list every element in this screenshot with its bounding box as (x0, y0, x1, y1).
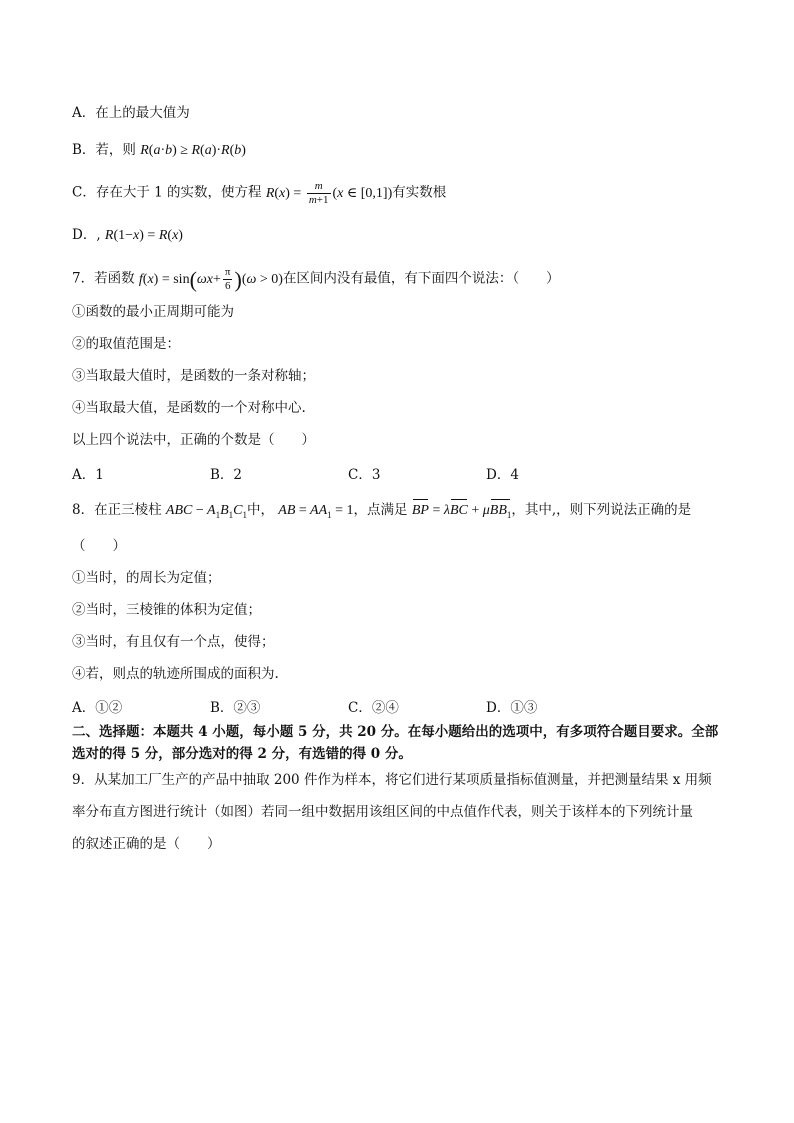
q6-option-c-text: C．存在大于 1 的实数，使方程 (72, 184, 262, 201)
q8-edge-formula: AB = $AA_1 = 1$ (278, 503, 354, 520)
q7-stem-pre: 7．若函数 (72, 270, 135, 287)
q8-stem-mid: 中， (246, 502, 274, 518)
q8-vector-formula: BP = λBC + μBB$_1$ (412, 503, 512, 518)
q8-item-4: ④若，则点的轨迹所围成的面积为. (72, 666, 279, 682)
q6-option-d (72, 225, 183, 246)
q7-question: 以上四个说法中，正确的个数是（ ） (72, 432, 315, 448)
q7-item-2: ②的取值范围是： (72, 336, 180, 352)
q6-option-c (72, 180, 446, 207)
section2-header-line1: 二、选择题：本题共 4 小题，每小题 5 分，共 20 分。在每小题给出的选项中，有多项符合题目要求。全部 (72, 724, 719, 740)
q8-option-b: B．②③ (210, 700, 261, 716)
q8-option-c: C．②④ (348, 700, 399, 716)
q8-option-a: A．①② (72, 700, 123, 716)
q7-option-b: B．2 (210, 467, 243, 483)
q7-option-a: A．1 (72, 467, 104, 483)
q8-item-1: ①当时，的周长为定值； (72, 570, 221, 586)
q6-option-a (72, 103, 190, 123)
q7-item-3: ③当取最大值时，是函数的一条对称轴； (72, 368, 315, 384)
q8-stem (72, 500, 691, 525)
q9-line-3: 的叙述正确的是（ ） (72, 836, 221, 852)
q7-stem (72, 266, 560, 293)
q7-option-c: C．3 (348, 467, 381, 483)
q8-stem-pre: 8．在正三棱柱 (72, 502, 162, 518)
q8-stem-mid2: ，点满足 (353, 502, 408, 518)
q7-item-1: ①函数的最小正周期可能为 (72, 304, 234, 320)
q6-option-b-formula: R(a·b) ≥ R(a)·R(b) (140, 143, 246, 158)
q7-option-d: D．4 (486, 467, 519, 483)
q8-option-d: D．①③ (486, 700, 538, 716)
q7-item-4: ④当取最大值，是函数的一个对称中心. (72, 400, 306, 416)
q6-option-b-text: B．若，则 (72, 142, 136, 158)
q6-option-c-tail: 有实数根 (392, 184, 447, 201)
q7-function-formula: f(x) = sin(ωx+ $\frac{\pi}{6}$ )(ω > 0) (138, 266, 283, 292)
q6-option-a-text: A．在上的最大值为 (72, 105, 190, 121)
q8-prism-formula: ABC − $A_1B_1C_1$ (165, 503, 247, 520)
q9-line-2: 率分布直方图进行统计（如图）若同一组中数据用该组区间的中点值作代表，则关于该样本的下列统计量 (72, 804, 693, 820)
q8-item-3: ③当时，有且仅有一个点，使得； (72, 634, 275, 650)
section2-header-line2: 选对的得 5 分，部分选对的得 2 分，有选错的得 0 分。 (72, 746, 412, 762)
q8-item-2: ②当时，三棱锥的体积为定值； (72, 602, 261, 618)
q6-option-d-text: D．, (72, 227, 101, 243)
q9-line-1: 9．从某加工厂生产的产品中抽取 200 件作为样本，将它们进行某项质量指标值测量，并把测量结果 x 用频 (72, 772, 712, 788)
q7-stem-post: 在区间内没有最值，有下面四个说法：（ ） (282, 270, 560, 287)
q6-option-b (72, 140, 246, 161)
q8-answer-paren: （ ） (72, 538, 126, 554)
q6-option-c-formula: R(x) = $\frac{m}{m+1}$ (x ∈ [0,1]) (265, 180, 393, 206)
q8-stem-post: ，其中,，则下列说法正确的是 (511, 502, 692, 518)
q6-option-d-formula: R(1−x) = R(x) (104, 228, 183, 243)
